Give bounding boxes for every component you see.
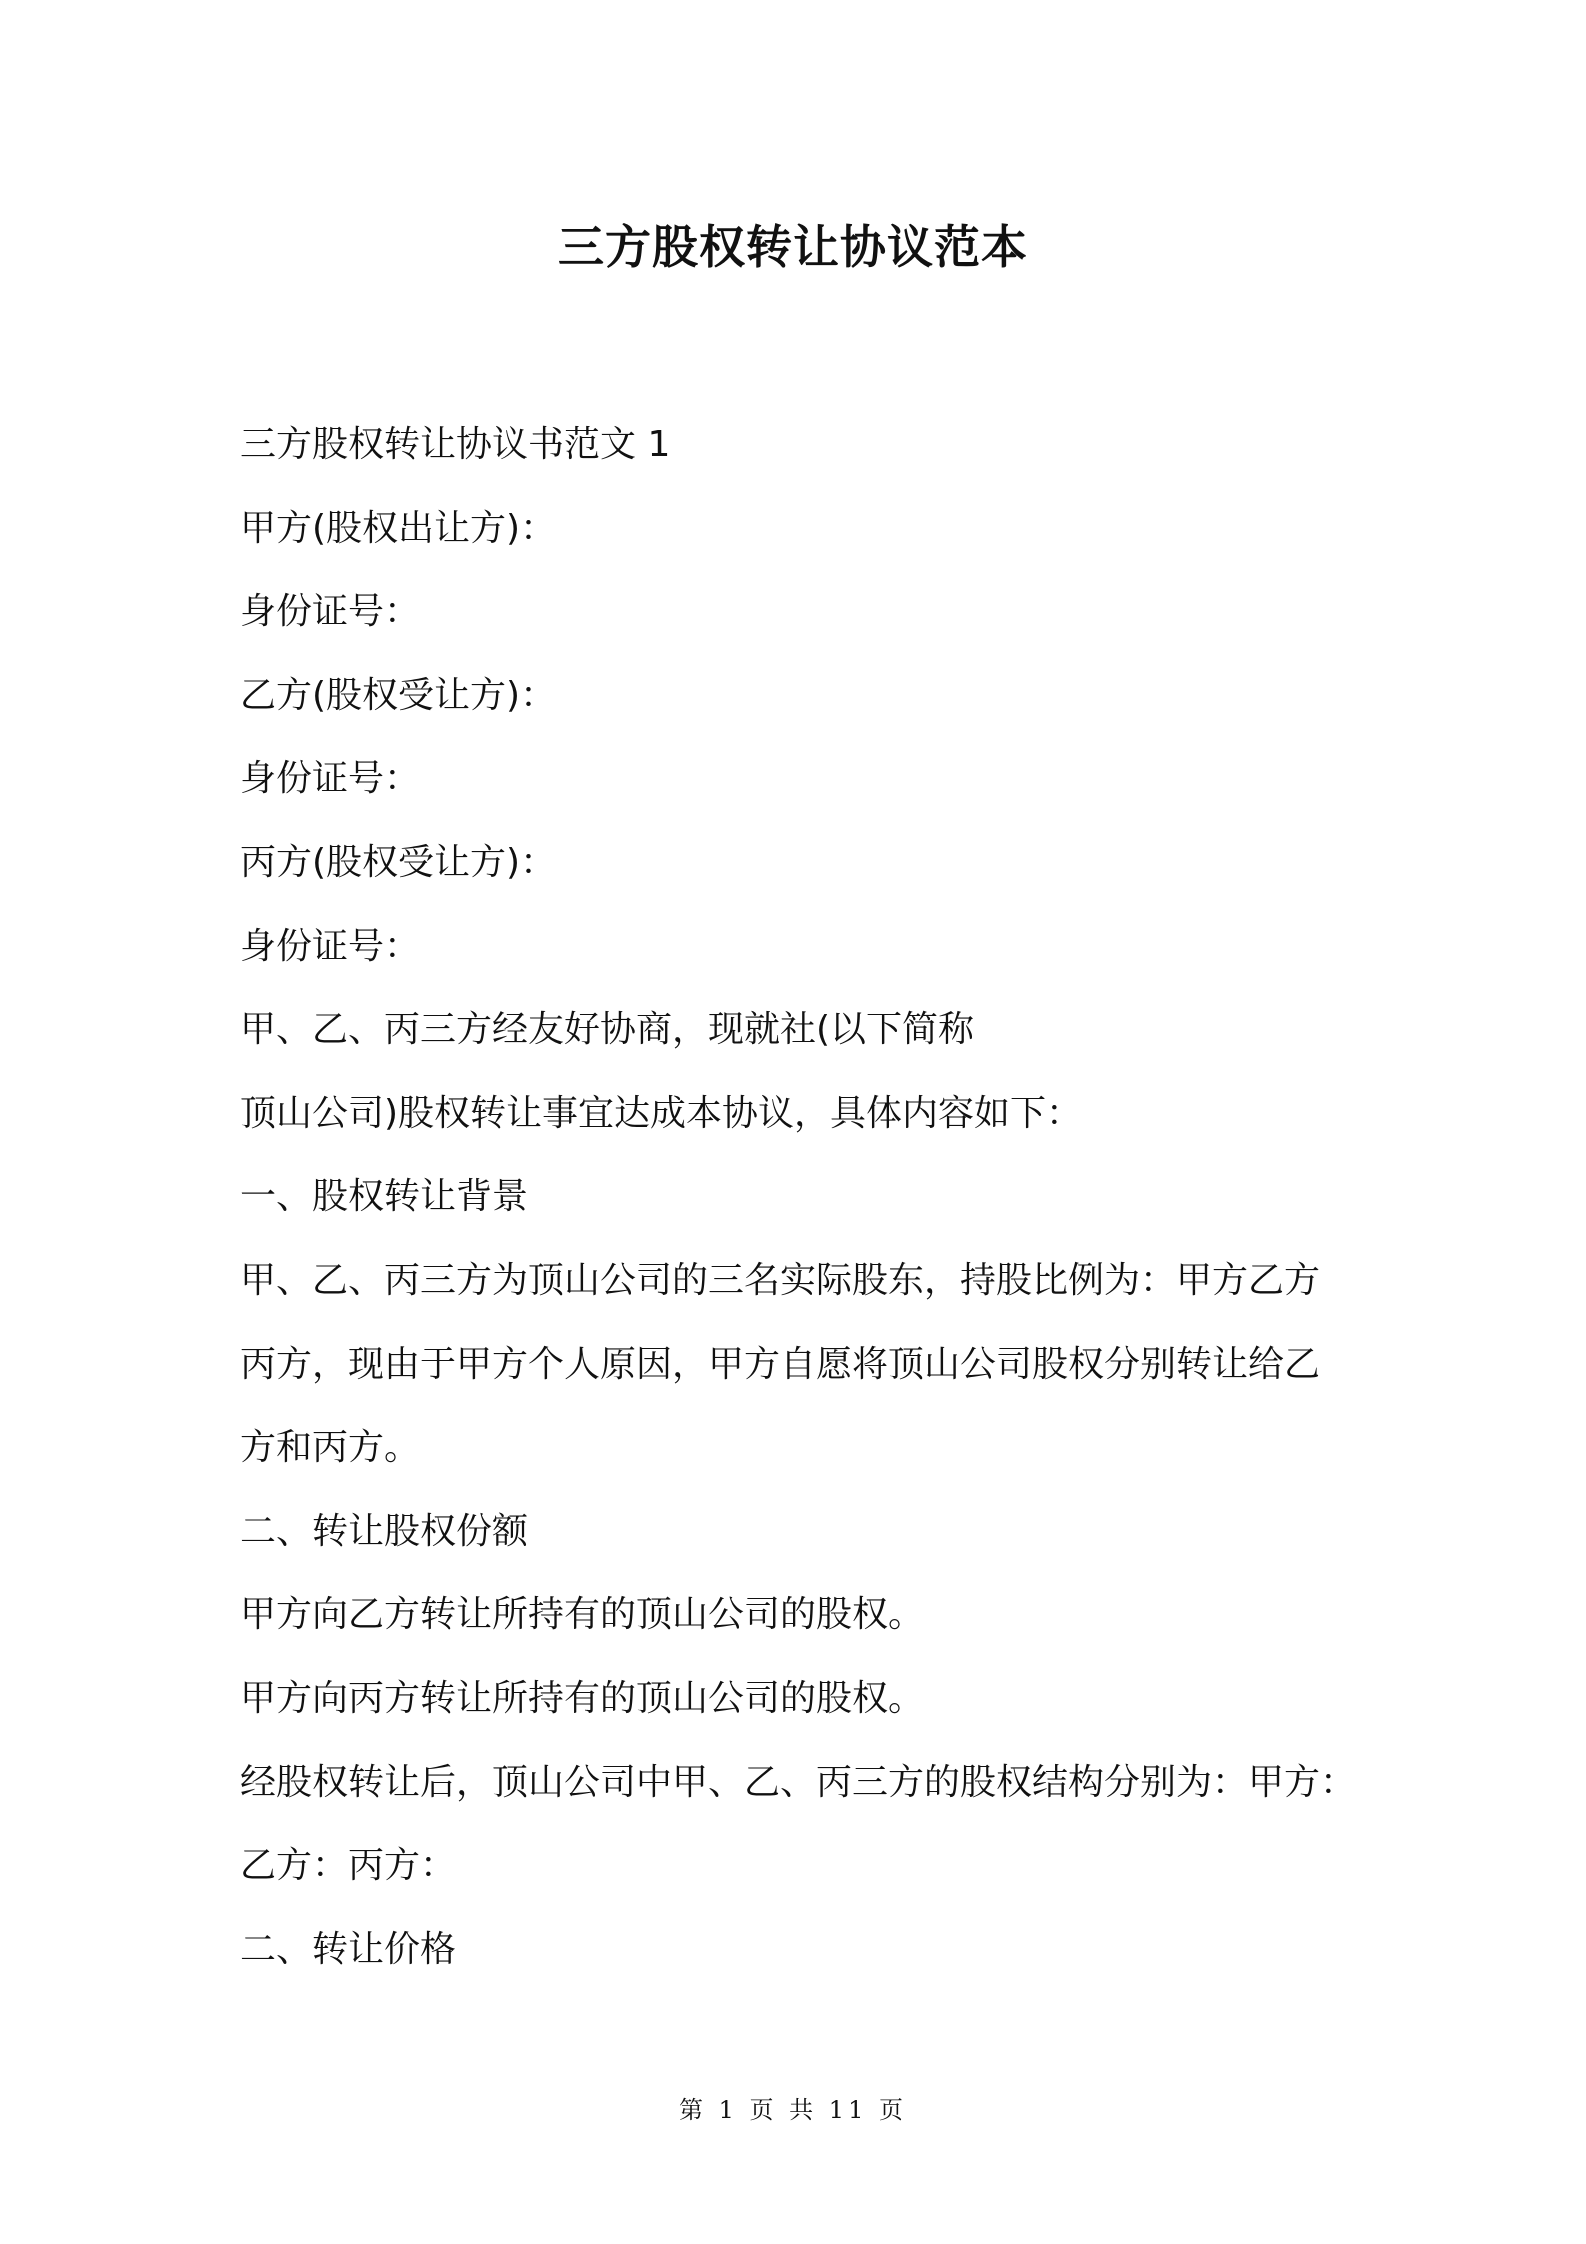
body-line-party-a: 甲方(股权出让方)： (240, 507, 557, 549)
body-line-background-1: 甲、乙、丙三方为顶山公司的三名实际股东，持股比例为：甲方乙方 (240, 1259, 1321, 1301)
document-title: 三方股权转让协议范本 (558, 220, 1028, 274)
body-line-share-2: 甲方向丙方转让所持有的顶山公司的股权。 (240, 1677, 925, 1719)
body-line-intro-1: 甲、乙、丙三方经友好协商，现就社(以下简称 (240, 1009, 975, 1051)
section-heading-1: 一、股权转让背景 (240, 1176, 529, 1218)
body-line-structure-1: 经股权转让后，顶山公司中甲、乙、丙三方的股权结构分别为：甲方： (240, 1761, 1357, 1803)
body-line-party-b: 乙方(股权受让方)： (240, 674, 557, 716)
body-line-party-c: 丙方(股权受让方)： (240, 841, 557, 883)
body-line-background-2: 丙方，现由于甲方个人原因，甲方自愿将顶山公司股权分别转让给乙 (240, 1343, 1321, 1385)
body-line-id-b: 身份证号： (240, 758, 421, 800)
body-line-background-3: 方和丙方。 (240, 1427, 421, 1469)
document-body (240, 403, 1360, 1991)
section-heading-3: 二、转让价格 (240, 1928, 457, 1970)
body-line-share-1: 甲方向乙方转让所持有的顶山公司的股权。 (240, 1594, 925, 1636)
body-line-heading: 三方股权转让协议书范文 1 (240, 424, 671, 465)
body-line-id-a: 身份证号： (240, 591, 421, 633)
body-line-id-c: 身份证号： (240, 925, 421, 967)
body-line-structure-2: 乙方：丙方： (240, 1845, 457, 1887)
body-line-intro-2: 顶山公司)股权转让事宜达成本协议，具体内容如下： (240, 1092, 1083, 1134)
section-heading-2: 二、转让股权份额 (240, 1510, 529, 1552)
page-footer: 第 1 页 共 11 页 (679, 2096, 907, 2124)
